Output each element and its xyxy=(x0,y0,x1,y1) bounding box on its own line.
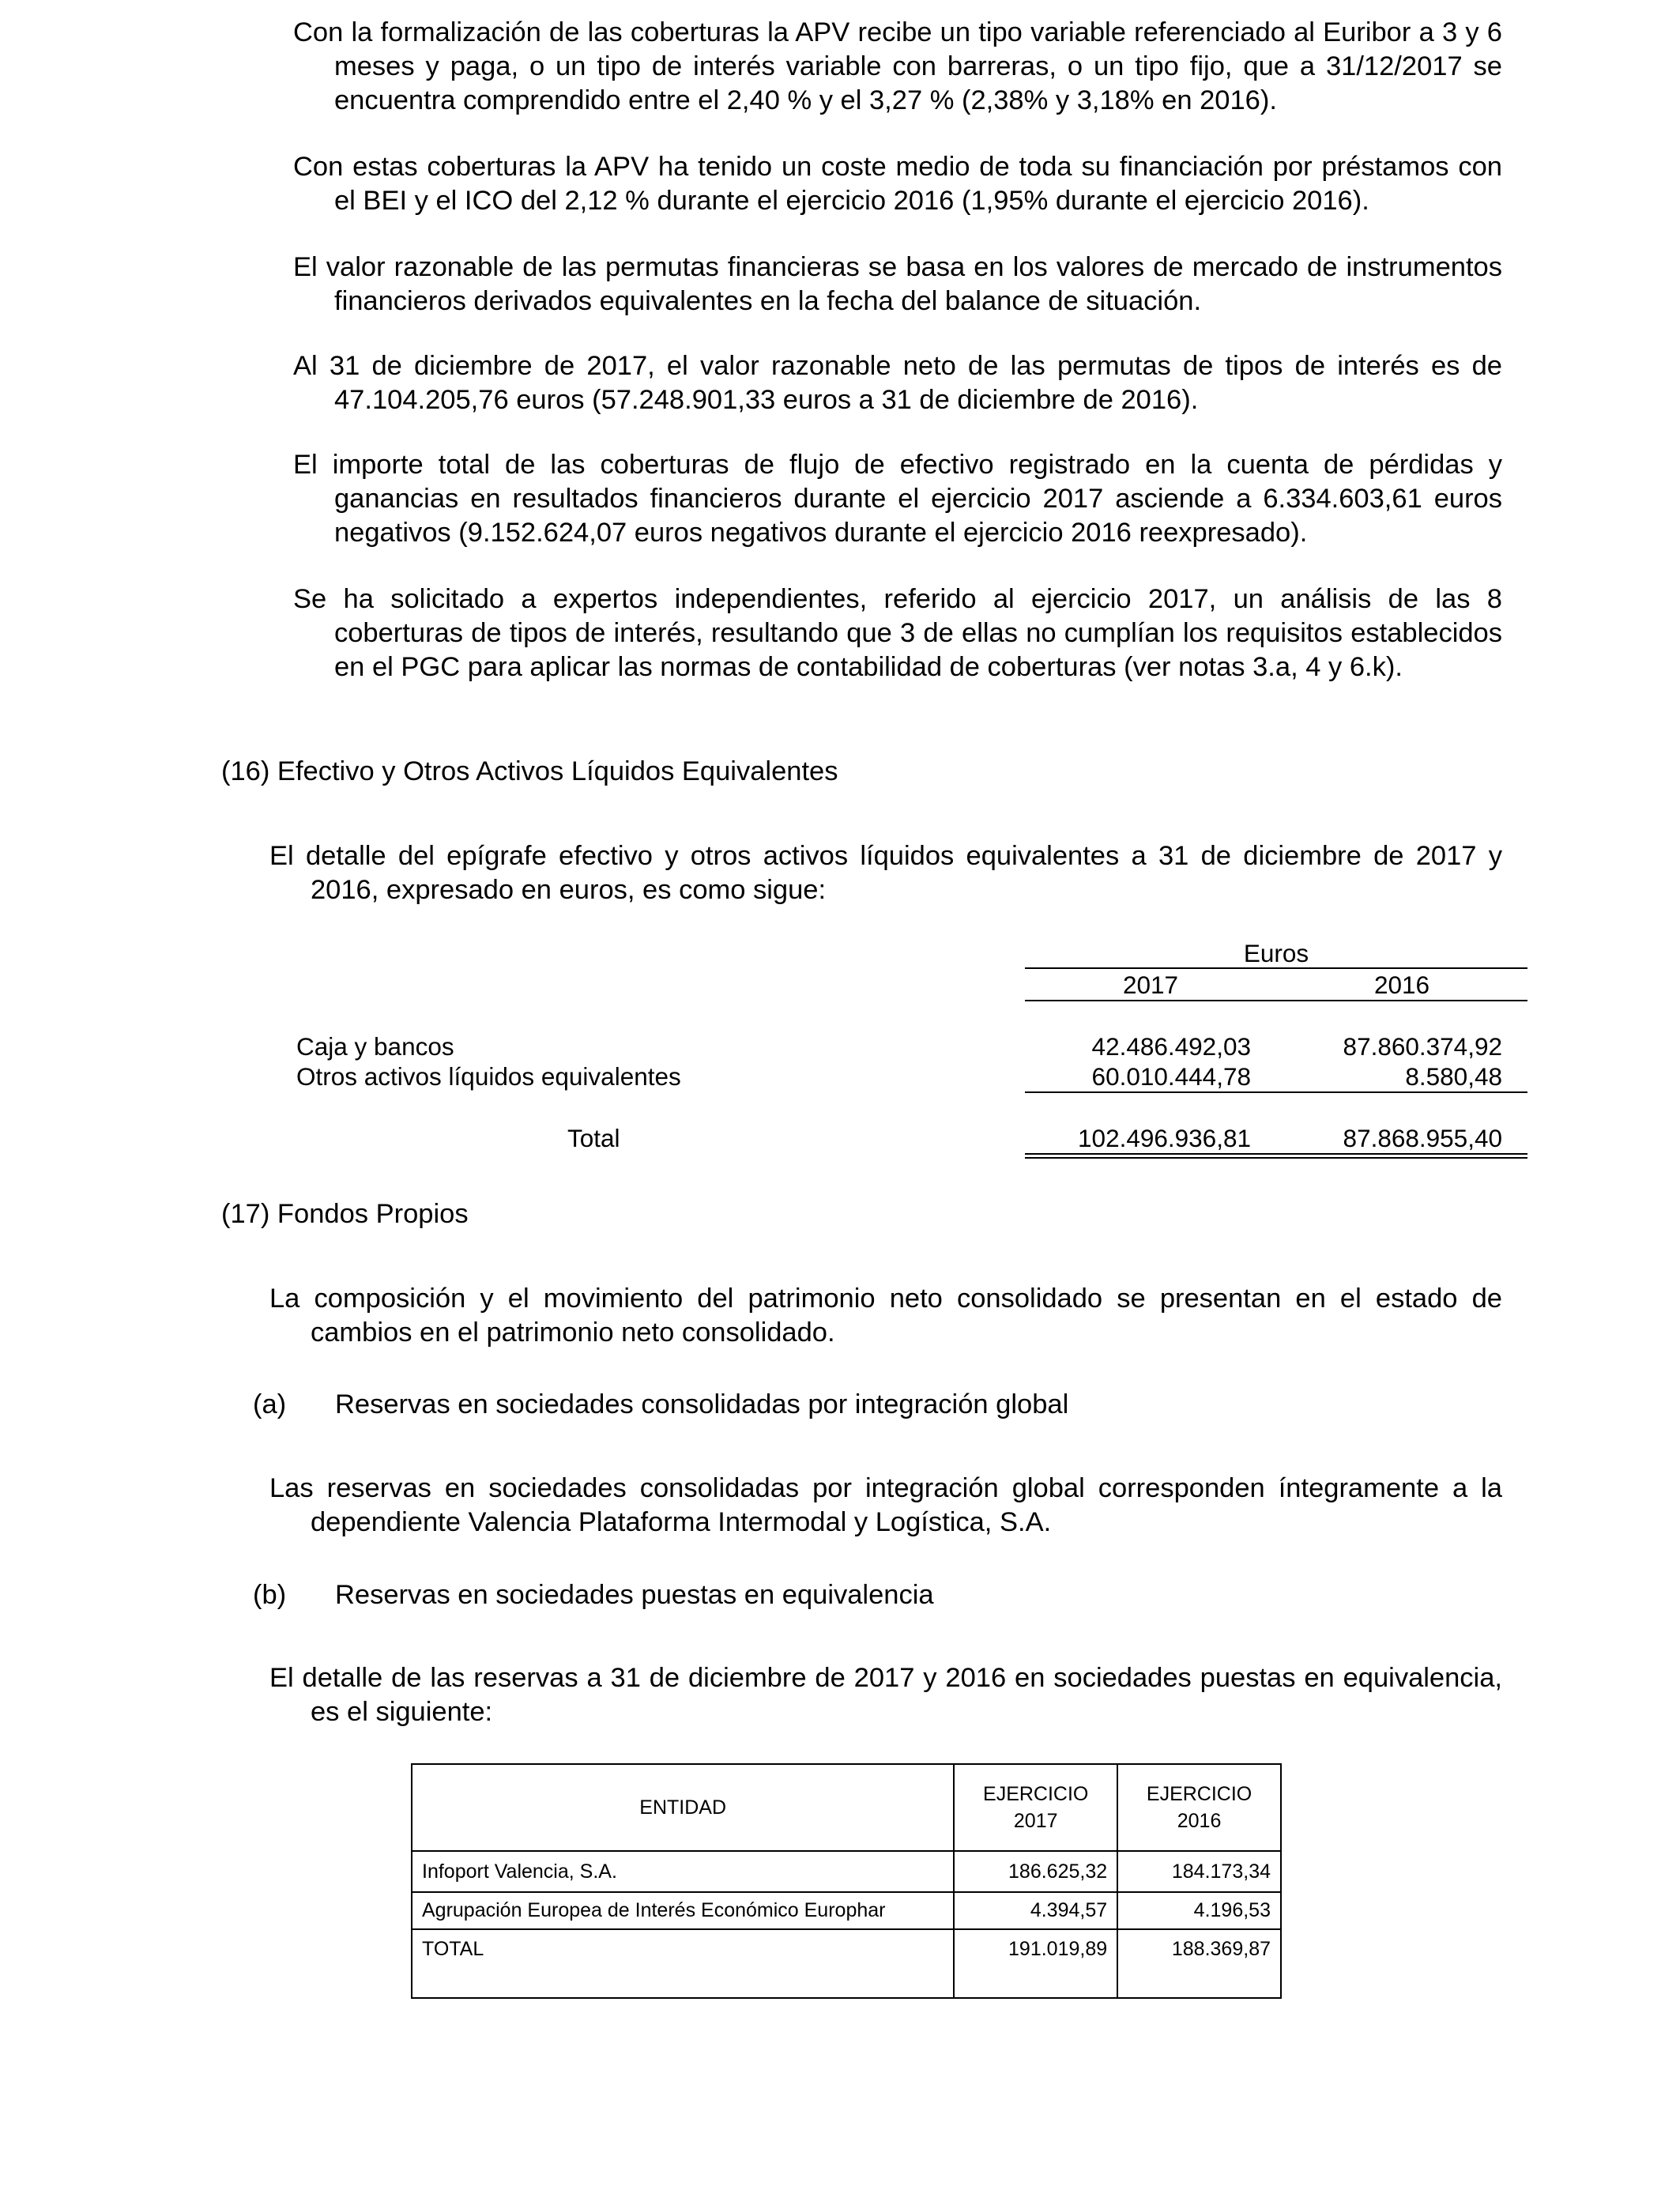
paragraph-independent-experts: Se ha solicitado a expertos independientes, referido al ejercicio 2017, un análisis de las 8 coberturas de tipos de interés, resultando que 3 de ellas no cumplían los requisitos establecidos en el PGC para aplicar las normas de contabilidad de coberturas (ver notas 3.a, 4 y 6.k). xyxy=(293,584,1502,682)
col-header-entity: ENTIDAD xyxy=(412,1764,954,1851)
total-2017: 191.019,89 xyxy=(954,1929,1117,1998)
cash-row-value-2016: 8.580,48 xyxy=(1405,1062,1502,1091)
cash-table-year-rule xyxy=(1025,1000,1527,1001)
paragraph-fair-value-basis: El valor razonable de las permutas financieras se basa en los valores de mercado de instrumentos financieros derivados equivalentes en la fecha del balance de situación. xyxy=(293,252,1502,316)
cash-table-header-rule xyxy=(1025,967,1527,969)
cash-table-subtotal-rule xyxy=(1025,1091,1527,1093)
col-header-2017-line2: 2017 xyxy=(1013,1810,1058,1832)
cash-table-year-2016: 2016 xyxy=(1373,971,1430,999)
entity-name: Infoport Valencia, S.A. xyxy=(412,1851,954,1892)
cash-total-value-2016: 87.868.955,40 xyxy=(1343,1124,1502,1152)
total-2016: 188.369,87 xyxy=(1117,1929,1281,1998)
value-2016: 4.196,53 xyxy=(1117,1892,1281,1929)
paragraph-net-fair-value: Al 31 de diciembre de 2017, el valor razonable neto de las permutas de tipos de interés es de 47.104.205,76 euros (57.248.901,33 euros a 31 de diciembre de 2016). xyxy=(293,351,1502,415)
cash-total-label: Total xyxy=(567,1124,620,1152)
section-17-intro: La composición y el movimiento del patrimonio neto consolidado se presentan en el estado de cambios en el patrimonio neto consolidado. xyxy=(269,1284,1502,1348)
subsection-a-title: Reservas en sociedades consolidadas por integración global xyxy=(335,1389,1069,1419)
cash-table-currency-header: Euros xyxy=(1243,939,1309,967)
col-header-2016 xyxy=(1117,1764,1281,1851)
table-row xyxy=(412,1851,1281,1892)
paragraph-cash-flow-hedges: El importe total de las coberturas de flujo de efectivo registrado en la cuenta de pérdidas y ganancias en resultados financieros durante el ejercicio 2017 asciende a 6.334.603,61 euros negativos (9.152.624,07 euros negativos durante el ejercicio 2016 reexpresado). xyxy=(293,450,1502,548)
cash-table-total-rule-2 xyxy=(1025,1157,1527,1159)
paragraph-average-cost: Con estas coberturas la APV ha tenido un coste medio de toda su financiación por préstamos con el BEI y el ICO del 2,12 % durante el ejercicio 2016 (1,95% durante el ejercicio 2016). xyxy=(293,152,1502,216)
value-2017: 4.394,57 xyxy=(954,1892,1117,1929)
subsection-b-text: El detalle de las reservas a 31 de diciembre de 2017 y 2016 en sociedades puestas en equivalencia, es el siguiente: xyxy=(269,1663,1502,1727)
cash-row-label: Otros activos líquidos equivalentes xyxy=(296,1062,681,1091)
subsection-b-title: Reservas en sociedades puestas en equivalencia xyxy=(335,1580,934,1610)
section-16-intro: El detalle del epígrafe efectivo y otros activos líquidos equivalentes a 31 de diciembre de 2017 y 2016, expresado en euros, es como sigue: xyxy=(269,841,1502,905)
table-row xyxy=(412,1892,1281,1929)
section-17-heading: (17) Fondos Propios xyxy=(221,1199,469,1229)
col-header-2017 xyxy=(954,1764,1117,1851)
cash-row-value-2016: 87.860.374,92 xyxy=(1343,1032,1502,1061)
col-header-2016-line2: 2016 xyxy=(1177,1810,1222,1832)
value-2017: 186.625,32 xyxy=(954,1851,1117,1892)
cash-table-total-rule-1 xyxy=(1025,1153,1527,1155)
table-header-row xyxy=(412,1764,1281,1851)
paragraph-coverage-rates: Con la formalización de las coberturas la APV recibe un tipo variable referenciado al Euribor a 3 y 6 meses y paga, o un tipo de interés variable con barreras, o un tipo fijo, que a 31/12/2017 se encuentra comprendido entre el 2,40 % y el 3,27 % (2,38% y 3,18% en 2016). xyxy=(293,17,1502,115)
table-total-row xyxy=(412,1929,1281,1998)
entity-name: Agrupación Europea de Interés Económico Europhar xyxy=(412,1892,954,1929)
equity-reserves-table xyxy=(411,1763,1282,1999)
cash-row-value-2017: 60.010.444,78 xyxy=(1091,1062,1251,1091)
cash-row-value-2017: 42.486.492,03 xyxy=(1091,1032,1251,1061)
col-header-2017-line1: EJERCICIO xyxy=(983,1783,1089,1805)
col-header-2016-line1: EJERCICIO xyxy=(1146,1783,1252,1805)
subsection-b-letter: (b) xyxy=(253,1580,287,1610)
subsection-a-letter: (a) xyxy=(253,1389,287,1419)
cash-table-year-2017: 2017 xyxy=(1122,971,1179,999)
cash-total-value-2017: 102.496.936,81 xyxy=(1078,1124,1251,1152)
section-16-heading: (16) Efectivo y Otros Activos Líquidos Equivalentes xyxy=(221,756,838,786)
subsection-a-text: Las reservas en sociedades consolidadas por integración global corresponden íntegramente a la dependiente Valencia Plataforma Intermodal y Logística, S.A. xyxy=(269,1473,1502,1537)
value-2016: 184.173,34 xyxy=(1117,1851,1281,1892)
cash-row-label: Caja y bancos xyxy=(296,1032,454,1061)
total-label: TOTAL xyxy=(412,1929,954,1998)
